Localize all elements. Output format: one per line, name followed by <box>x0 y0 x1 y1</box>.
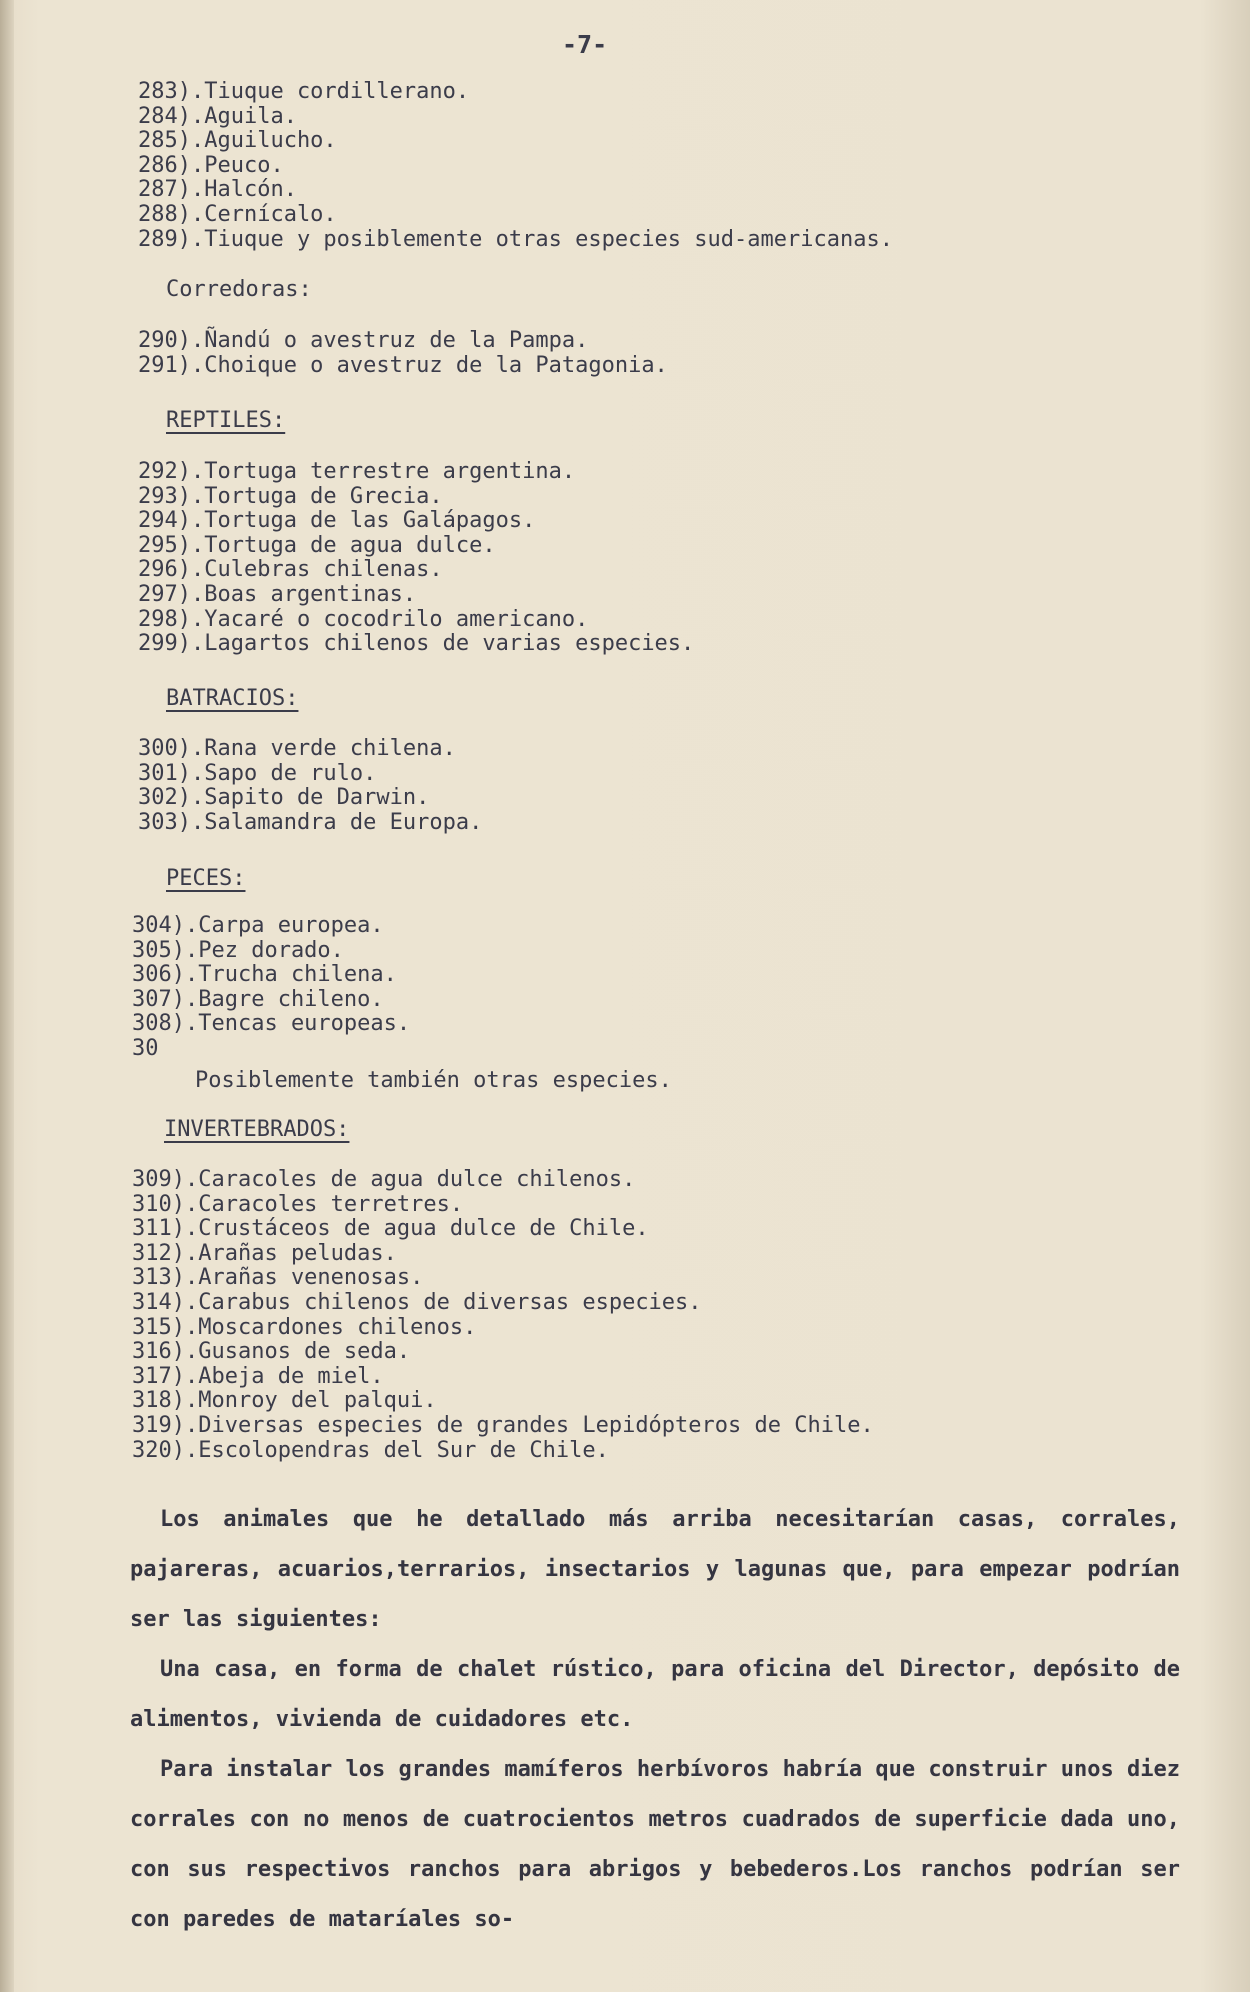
list-item: 290).Ñandú o avestruz de la Pampa. <box>138 328 589 353</box>
batracios-heading: BATRACIOS: <box>166 686 299 711</box>
page-binding-edge <box>0 0 14 1992</box>
list-item: 309).Caracoles de agua dulce chilenos. <box>132 1167 636 1192</box>
list-item: 293).Tortuga de Grecia. <box>138 483 443 509</box>
list-item: 286).Peuco. <box>138 152 284 178</box>
invertebrados-heading: INVERTEBRADOS: <box>164 1117 350 1142</box>
list-item: 288).Cernícalo. <box>138 201 337 227</box>
peces-note: Posiblemente también otras especies. <box>195 1068 672 1093</box>
list-item: 308).Tencas europeas. <box>132 1011 411 1037</box>
list-item: 291).Choique o avestruz de la Patagonia. <box>138 352 668 378</box>
corredoras-list <box>138 329 668 378</box>
list-item: 312).Arañas peludas. <box>132 1240 397 1266</box>
invertebrados-list <box>132 1168 874 1463</box>
reptiles-list <box>138 460 694 657</box>
aves-list <box>138 80 893 252</box>
list-item: 294).Tortuga de las Galápagos. <box>138 508 536 534</box>
list-item: 306).Trucha chilena. <box>132 962 397 988</box>
list-item: 292).Tortuga terrestre argentina. <box>138 459 576 484</box>
list-item: 318).Monroy del palqui. <box>132 1388 437 1414</box>
list-item: 285).Aguilucho. <box>138 128 337 154</box>
list-item: 310).Caracoles terretres. <box>132 1191 464 1217</box>
batracios-list <box>138 737 482 835</box>
list-item: 299).Lagartos chilenos de varias especies. <box>138 631 695 657</box>
peces-heading: PECES: <box>166 866 246 891</box>
body-text <box>130 1495 1180 1945</box>
list-item: 302).Sapito de Darwin. <box>138 785 430 811</box>
paragraph: Los animales que he detallado más arriba necesitarían casas, corrales, pajareras, acuarios,terrarios, insectarios y lagunas que, para empezar podrían ser las siguientes: <box>130 1507 1180 1632</box>
list-item: 298).Yacaré o cocodrilo americano. <box>138 606 589 632</box>
paragraph: Para instalar los grandes mamíferos herbívoros habría que construir unos diez corrales con no menos de cuatrocientos metros cuadrados de superficie dada uno, con sus respectivos ranchos para abrigos y bebederos.Los ranchos podrían ser con paredes de mataríales so- <box>130 1757 1180 1932</box>
list-item: 313).Arañas venenosas. <box>132 1265 424 1291</box>
list-item: 303).Salamandra de Europa. <box>138 809 483 835</box>
list-item: 283).Tiuque cordillerano. <box>138 79 470 104</box>
corredoras-heading: Corredoras: <box>166 277 312 302</box>
list-item: 287).Halcón. <box>138 177 297 203</box>
peces-list <box>132 914 410 1062</box>
list-item: 30 <box>132 1035 159 1061</box>
list-item: 317).Abeja de miel. <box>132 1363 384 1389</box>
list-item: 296).Culebras chilenas. <box>138 557 443 583</box>
list-item: 284).Aguila. <box>138 103 297 129</box>
list-item: 295).Tortuga de agua dulce. <box>138 532 496 558</box>
page-number: -7- <box>562 30 608 59</box>
list-item: 297).Boas argentinas. <box>138 581 417 607</box>
list-item: 316).Gusanos de seda. <box>132 1339 411 1365</box>
list-item: 320).Escolopendras del Sur de Chile. <box>132 1437 609 1463</box>
list-item: 305).Pez dorado. <box>132 937 344 963</box>
paragraph: Una casa, en forma de chalet rústico, para oficina del Director, depósito de alimentos, vivienda de cuidadores etc. <box>130 1657 1180 1732</box>
list-item: 314).Carabus chilenos de diversas especies. <box>132 1289 702 1315</box>
list-item: 311).Crustáceos de agua dulce de Chile. <box>132 1216 649 1242</box>
list-item: 289).Tiuque y posiblemente otras especies sud-americanas. <box>138 226 893 252</box>
list-item: 301).Sapo de rulo. <box>138 760 377 786</box>
list-item: 300).Rana verde chilena. <box>138 736 456 761</box>
list-item: 315).Moscardones chilenos. <box>132 1314 477 1340</box>
list-item: 304).Carpa europea. <box>132 913 384 938</box>
reptiles-heading: REPTILES: <box>166 408 286 433</box>
list-item: 319).Diversas especies de grandes Lepidópteros de Chile. <box>132 1412 874 1438</box>
list-item: 307).Bagre chileno. <box>132 986 384 1012</box>
